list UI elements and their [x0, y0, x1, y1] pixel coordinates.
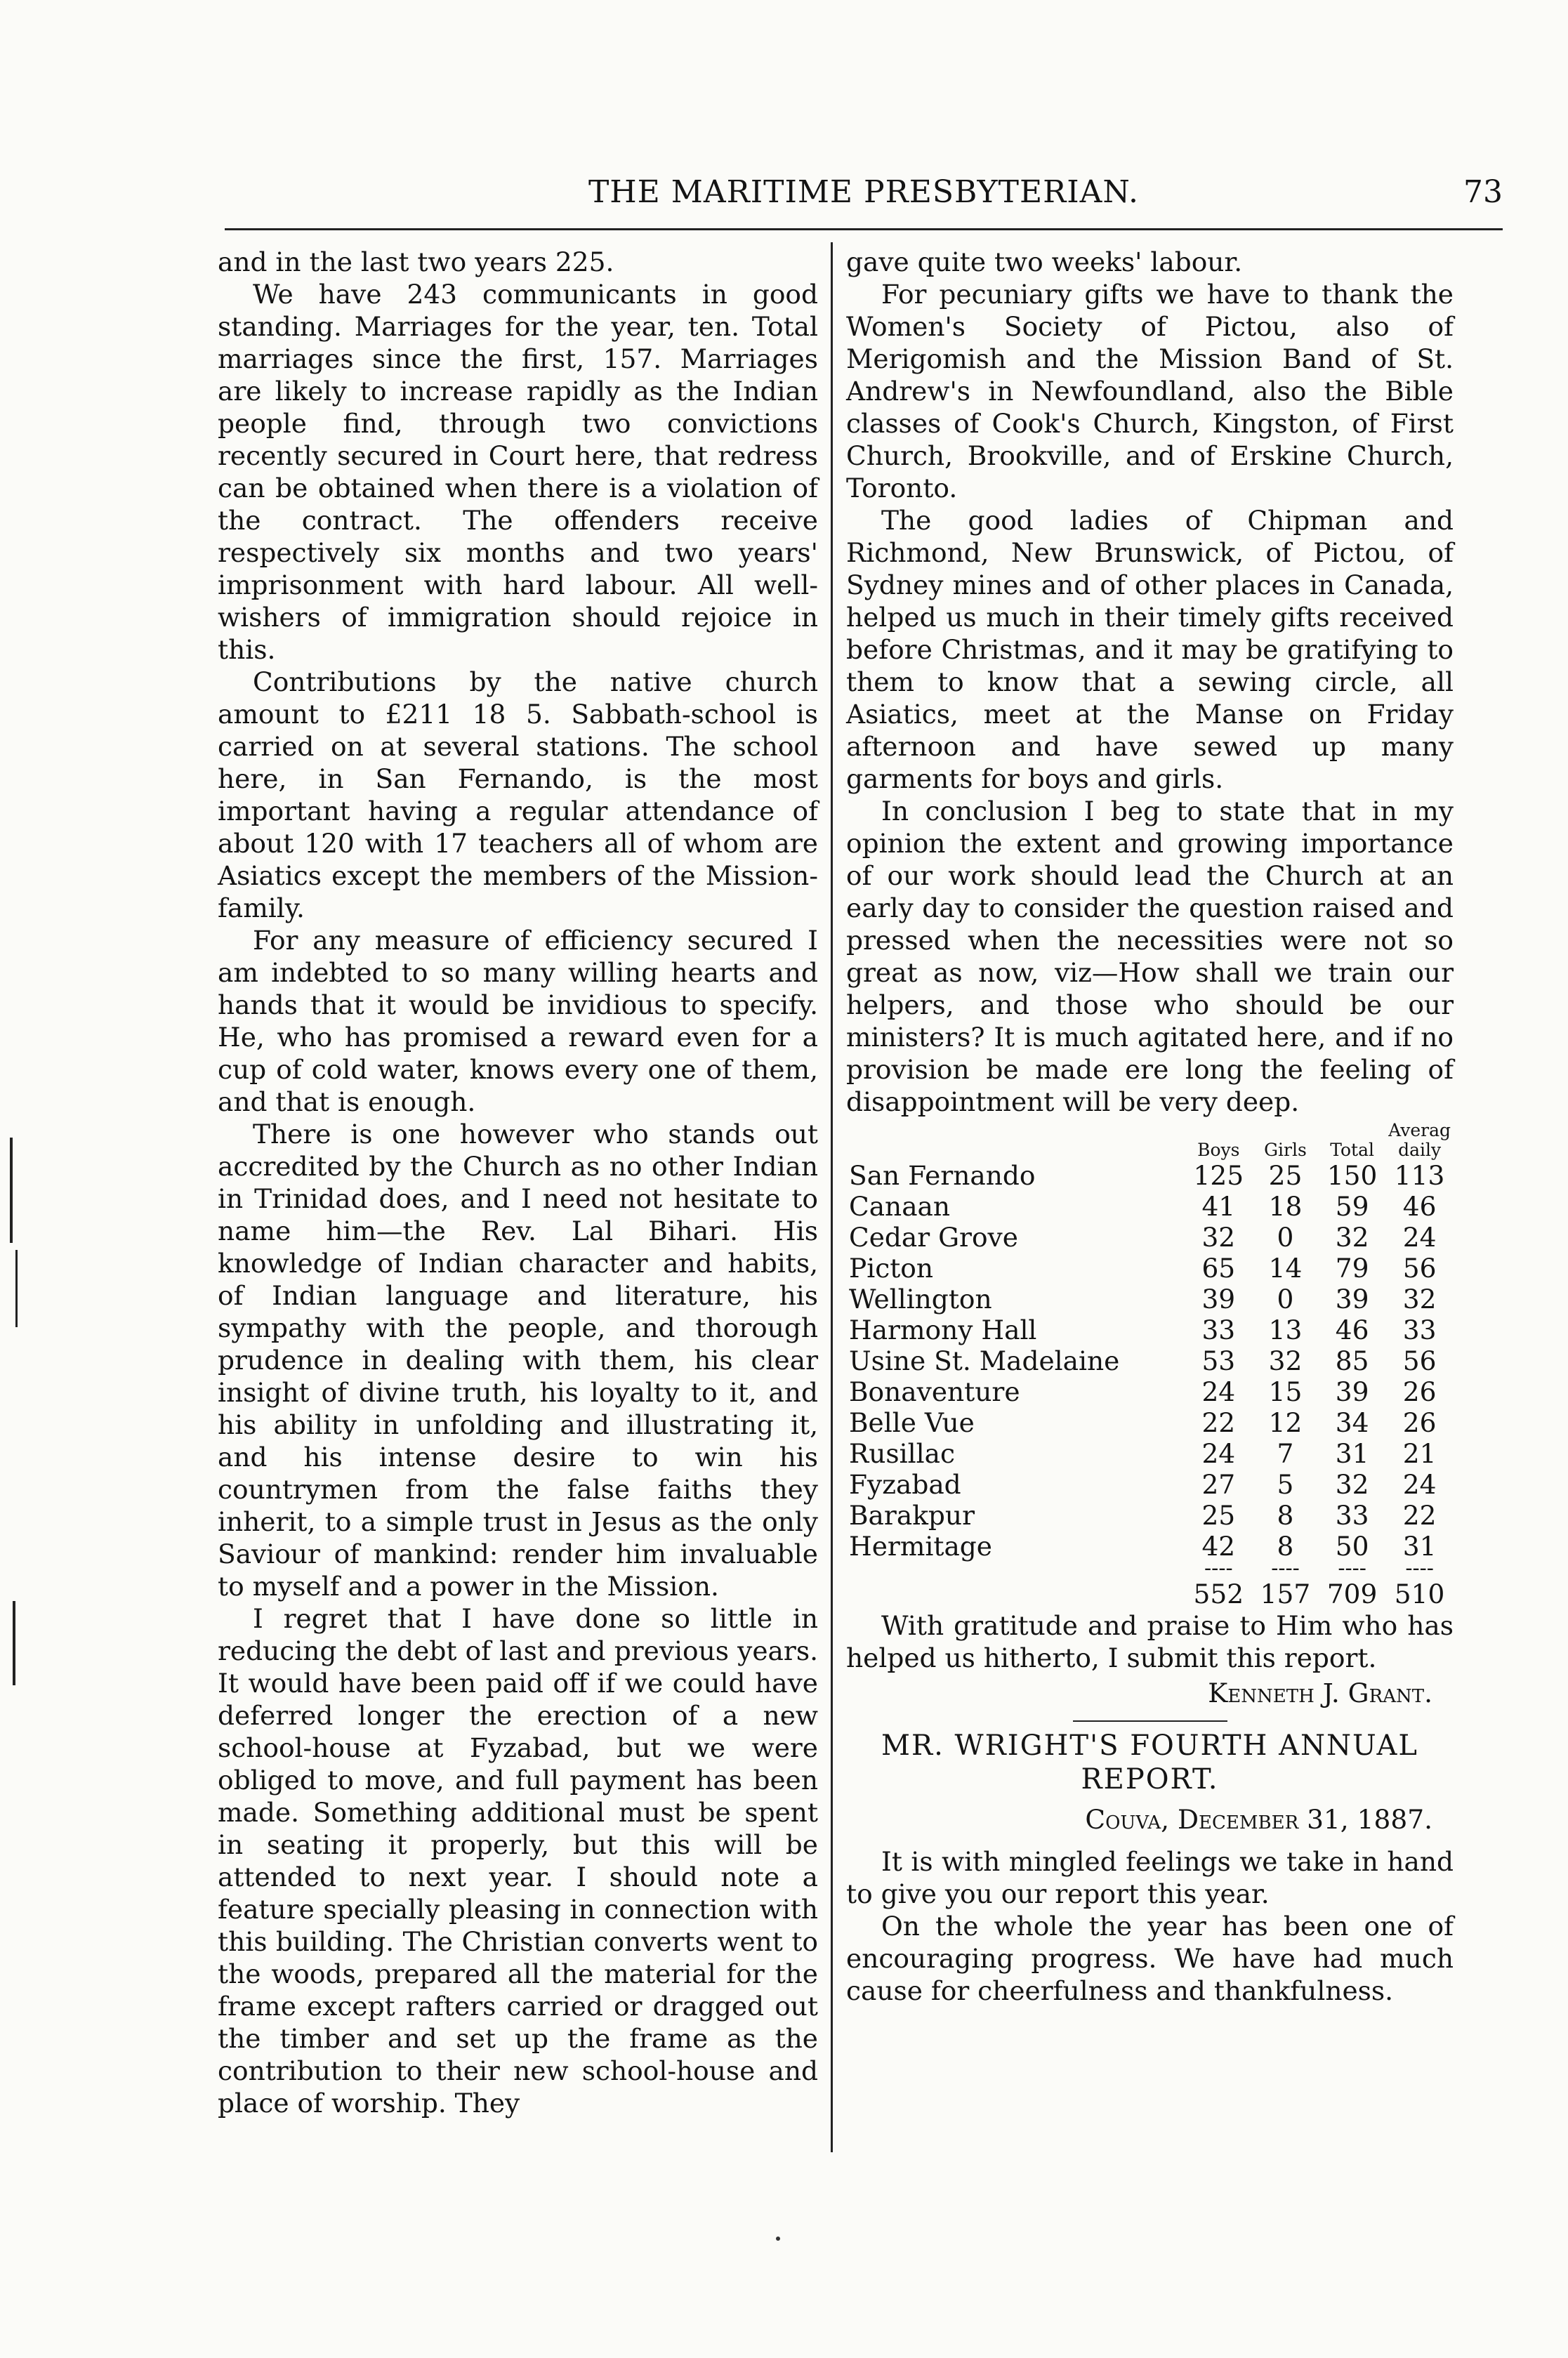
- girls-count: 14: [1268, 1253, 1303, 1284]
- table-row: [846, 1222, 1454, 1253]
- column-header-average: Averag daily: [1388, 1120, 1451, 1160]
- table-header-row: [846, 1121, 1454, 1160]
- boys-count: 41: [1201, 1191, 1236, 1222]
- total-count: 31: [1335, 1438, 1369, 1469]
- total-total: 709: [1326, 1579, 1378, 1609]
- school-attendance-table: [846, 1121, 1454, 1609]
- total-boys: 552: [1193, 1579, 1244, 1609]
- girls-count: 8: [1277, 1531, 1294, 1562]
- margin-mark: [10, 1138, 13, 1243]
- section-heading: MR. WRIGHT'S FOURTH ANNUAL REPORT.: [881, 1730, 1418, 1796]
- girls-count: 0: [1277, 1222, 1294, 1253]
- girls-count: 12: [1268, 1407, 1303, 1438]
- column-header-girls: Girls: [1264, 1140, 1307, 1160]
- girls-count: 32: [1268, 1345, 1303, 1376]
- station-name: San Fernando: [849, 1160, 1036, 1191]
- average-daily: 56: [1402, 1345, 1437, 1376]
- total-count: 59: [1335, 1191, 1369, 1222]
- average-daily: 21: [1402, 1438, 1437, 1469]
- station-name: Picton: [849, 1253, 934, 1284]
- average-daily: 24: [1402, 1469, 1437, 1500]
- total-count: 85: [1335, 1345, 1369, 1376]
- total-girls: 157: [1260, 1579, 1311, 1609]
- boys-count: 24: [1201, 1376, 1236, 1407]
- table-row: [846, 1345, 1454, 1376]
- paragraph: There is one however who stands out accredited by the Church as no other Indian in Trinidad does, and I need not hesitate to name him—the Rev. Lal Bihari. His knowledge of Indian character and habits, of Indian language and literature, his sympathy with the people, and thorough prudence in dealing with them, his clear insight of divine truth, his loyalty to it, and his ability in unfolding and illustrating it, and his intense desire to win his countrymen from the false faiths they inherit, to a simple trust in Jesus as the only Saviour of mankind: render him invaluable to myself and a power in the Mission.: [218, 1119, 818, 1602]
- header-rule: [225, 228, 1503, 230]
- paragraph: With gratitude and praise to Him who has helped us hitherto, I submit this report.: [846, 1610, 1454, 1673]
- total-count: 33: [1335, 1500, 1369, 1531]
- table-row: [846, 1160, 1454, 1191]
- station-name: Harmony Hall: [849, 1315, 1037, 1345]
- paragraph: It is with mingled feelings we take in hand to give you our report this year.: [846, 1846, 1454, 1909]
- station-name: Hermitage: [849, 1531, 992, 1562]
- dash-cell: ----: [1204, 1556, 1233, 1581]
- station-name: Barakpur: [849, 1500, 975, 1531]
- dash-row: [846, 1562, 1454, 1576]
- boys-count: 39: [1201, 1284, 1236, 1315]
- totals-label: [846, 1576, 1185, 1609]
- paragraph: The good ladies of Chipman and Richmond, New Brunswick, of Pictou, of Sydney mines and of other places in Canada, helped us much in their timely gifts received before Christmas, and it may be gratifying to them to know that a sewing circle, all Asiatics, meet at the Manse on Friday afternoon and have sewed up many garments for boys and girls.: [846, 505, 1454, 794]
- table-body: [846, 1160, 1454, 1562]
- average-daily: 24: [1402, 1222, 1437, 1253]
- margin-mark: [15, 1250, 18, 1327]
- right-column: [846, 246, 1454, 2007]
- paragraph: On the whole the year has been one of encouraging progress. We have had much cause for cheerfulness and thankfulness.: [846, 1911, 1454, 2006]
- paragraph: Contributions by the native church amount to £211 18 5. Sabbath-school is carried on at several stations. The school here, in San Fernando, is the most important having a regular attendance of about 120 with 17 teachers all of whom are Asiatics except the members of the Mission-family.: [218, 666, 818, 923]
- average-daily: 113: [1394, 1160, 1445, 1191]
- total-count: 32: [1335, 1222, 1369, 1253]
- journal-title: THE MARITIME PRESBYTERIAN.: [588, 174, 1140, 210]
- boys-count: 125: [1193, 1160, 1244, 1191]
- table-row: [846, 1191, 1454, 1222]
- total-count: 39: [1335, 1376, 1369, 1407]
- total-count: 79: [1335, 1253, 1369, 1284]
- table-row: [846, 1469, 1454, 1500]
- column-divider: [831, 242, 833, 2152]
- total-count: 50: [1335, 1531, 1369, 1562]
- station-name: Wellington: [849, 1284, 992, 1315]
- dash-cell: [846, 1562, 1185, 1576]
- paragraph: In conclusion I beg to state that in my opinion the extent and growing importance of our work should lead the Church at an early day to consider the question raised and pressed when the necessities were not so great as now, viz—How shall we train our helpers, and those who should be our ministers? It is much agitated here, and if no provision be made ere long the feeling of disappointment will be very deep.: [846, 796, 1454, 1117]
- girls-count: 5: [1277, 1469, 1294, 1500]
- station-name: Bonaventure: [849, 1376, 1020, 1407]
- table-row: [846, 1284, 1454, 1315]
- girls-count: 25: [1268, 1160, 1303, 1191]
- page-number: 73: [1463, 174, 1503, 210]
- dash-cell: ----: [1271, 1556, 1300, 1581]
- table-row: [846, 1315, 1454, 1345]
- average-daily: 33: [1402, 1315, 1437, 1345]
- paragraph: We have 243 communicants in good standing. Marriages for the year, ten. Total marriages since the first, 157. Marriages are likely to increase rapidly as the Indian people find, through two convictions recently secured in Court here, that redress can be obtained when there is a violation of the contract. The offenders receive respectively six months and two years' imprisonment with hard labour. All well-wishers of immigration should rejoice in this.: [218, 279, 818, 665]
- left-column: [218, 246, 818, 2119]
- station-name: Canaan: [849, 1191, 951, 1222]
- paragraph: For pecuniary gifts we have to thank the Women's Society of Pictou, also of Merigomish and the Mission Band of St. Andrew's in Newfoundland, also the Bible classes of Cook's Church, Kingston, of First Church, Brookville, and of Erskine Church, Toronto.: [846, 279, 1454, 503]
- footer-dot: [776, 2237, 780, 2241]
- table-row: [846, 1376, 1454, 1407]
- boys-count: 65: [1201, 1253, 1236, 1284]
- column-header-boys: Boys: [1197, 1140, 1240, 1160]
- total-average: 510: [1394, 1579, 1445, 1609]
- average-daily: 31: [1402, 1531, 1437, 1562]
- dash-cell: ----: [1338, 1556, 1366, 1581]
- table-row: [846, 1438, 1454, 1469]
- boys-count: 32: [1201, 1222, 1236, 1253]
- average-daily: 26: [1402, 1376, 1437, 1407]
- girls-count: 15: [1268, 1376, 1303, 1407]
- paragraph: and in the last two years 225.: [218, 246, 614, 277]
- signature: Kenneth J. Grant.: [1208, 1678, 1432, 1708]
- total-count: 34: [1335, 1407, 1369, 1438]
- total-count: 46: [1335, 1315, 1369, 1345]
- boys-count: 33: [1201, 1315, 1236, 1345]
- dash-cell: ----: [1405, 1556, 1434, 1581]
- average-daily: 22: [1402, 1500, 1437, 1531]
- average-daily: 32: [1402, 1284, 1437, 1315]
- totals-row: [846, 1576, 1454, 1609]
- table-row: [846, 1407, 1454, 1438]
- paragraph: gave quite two weeks' labour.: [846, 246, 1243, 277]
- average-daily: 26: [1402, 1407, 1437, 1438]
- table-row: [846, 1253, 1454, 1284]
- girls-count: 0: [1277, 1284, 1294, 1315]
- average-daily: 46: [1402, 1191, 1437, 1222]
- girls-count: 18: [1268, 1191, 1303, 1222]
- paragraph: I regret that I have done so little in reducing the debt of last and previous years. It would have been paid off if we could have deferred longer the erection of a new school-house at Fyzabad, but we were obliged to move, and full payment has been made. Something additional must be spent in seating it properly, but this will be attended to next year. I should note a feature specially pleasing in connection with this building. The Christian converts went to the woods, prepared all the material for the frame except rafters carried or dragged out the timber and set up the frame as the contribution to their new school-house and place of worship. They: [218, 1603, 818, 2119]
- total-count: 39: [1335, 1284, 1369, 1315]
- page-header: [225, 169, 1503, 225]
- station-name: Fyzabad: [849, 1469, 961, 1500]
- station-name: Usine St. Madelaine: [849, 1345, 1120, 1376]
- girls-count: 7: [1277, 1438, 1294, 1469]
- average-daily: 56: [1402, 1253, 1437, 1284]
- boys-count: 53: [1201, 1345, 1236, 1376]
- boys-count: 42: [1201, 1531, 1236, 1562]
- station-name: Cedar Grove: [849, 1222, 1018, 1253]
- station-name: Belle Vue: [849, 1407, 975, 1438]
- column-header-total: Total: [1330, 1140, 1374, 1160]
- table-row: [846, 1500, 1454, 1531]
- boys-count: 25: [1201, 1500, 1236, 1531]
- paragraph: For any measure of efficiency secured I am indebted to so many willing hearts and hands that it would be invidious to specify. He, who has promised a reward even for a cup of cold water, knows every one of them, and that is enough.: [218, 925, 818, 1117]
- girls-count: 8: [1277, 1500, 1294, 1531]
- total-count: 32: [1335, 1469, 1369, 1500]
- column-header-station: [846, 1121, 1185, 1160]
- section-rule: [1073, 1720, 1227, 1722]
- girls-count: 13: [1268, 1315, 1303, 1345]
- station-name: Rusillac: [849, 1438, 955, 1469]
- dateline: Couva, December 31, 1887.: [1085, 1804, 1432, 1835]
- margin-mark: [13, 1601, 15, 1685]
- boys-count: 27: [1201, 1469, 1236, 1500]
- boys-count: 24: [1201, 1438, 1236, 1469]
- total-count: 150: [1326, 1160, 1378, 1191]
- boys-count: 22: [1201, 1407, 1236, 1438]
